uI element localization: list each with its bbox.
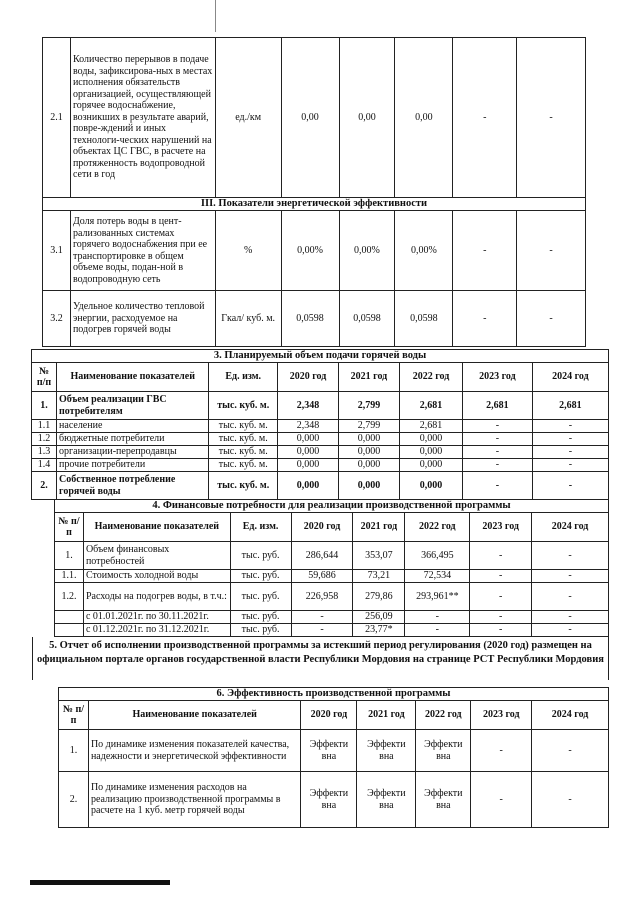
row-unit: тыс. куб. м. xyxy=(209,446,278,459)
row-name: Собственное потребление горячей воды xyxy=(57,472,209,500)
unit-cell: % xyxy=(215,211,281,291)
report-note: 5. Отчет об исполнении производственной программы за истекший период регулирования (2020 год) размещен на официальном портале органов государственной власти Республики Мордовия на странице РСТ Республики Мордовия xyxy=(32,637,609,680)
value-2022: - xyxy=(405,611,470,624)
header-2024: 2024 год xyxy=(532,513,609,542)
value-2024: - xyxy=(532,433,608,446)
header-2021: 2021 год xyxy=(353,513,405,542)
row-name: Объем реализации ГВС потребителям xyxy=(57,392,209,420)
row-name: По динамике изменения расходов на реализацию производственной программы в расчете на 1 куб. метр горячей воды xyxy=(88,772,301,828)
value-2023: - xyxy=(463,420,533,433)
header-unit: Ед. изм. xyxy=(230,513,291,542)
value-2020: 2,348 xyxy=(278,392,339,420)
value-2021: 0,000 xyxy=(338,459,399,472)
header-2020: 2020 год xyxy=(291,513,353,542)
header-2024: 2024 год xyxy=(532,701,609,730)
value-2021: Эффекти вна xyxy=(357,772,416,828)
value-2024: - xyxy=(532,624,609,637)
row-name: прочие потребители xyxy=(57,459,209,472)
header-2021: 2021 год xyxy=(338,363,399,392)
value-2023: - xyxy=(453,211,517,291)
header-name: Наименование показателей xyxy=(57,363,209,392)
indicator-name: Количество перерывов в подаче воды, зафиксирова-ных в местах исполнения обязательств организацией, осуществляющей горячее водоснабжение, возникших в результате аварий, повре-ждений и иных технологи-ческих нарушений на объектах ЦС ГВС, в расчете на протяженность водопроводной сети в год xyxy=(70,38,215,198)
value-2024: - xyxy=(517,38,586,198)
header-2023: 2023 год xyxy=(471,701,532,730)
row-number: 1. xyxy=(59,730,89,772)
unit-cell: ед./км xyxy=(215,38,281,198)
value-2024: - xyxy=(532,542,609,570)
header-2023: 2023 год xyxy=(470,513,532,542)
section-title: 6. Эффективность производственной программы xyxy=(59,688,609,701)
row-number: 1. xyxy=(55,542,84,570)
row-number xyxy=(55,624,84,637)
planned-volume-table xyxy=(31,349,609,500)
value-2024: - xyxy=(532,583,609,611)
value-2023: - xyxy=(470,570,532,583)
row-name: с 01.01.2021г. по 30.11.2021г. xyxy=(83,611,230,624)
row-number: 3.1 xyxy=(43,211,71,291)
row-unit: тыс. руб. xyxy=(230,570,291,583)
value-2020: - xyxy=(291,611,353,624)
value-2021: 256,09 xyxy=(353,611,405,624)
row-name: Расходы на подогрев воды, в т.ч.: xyxy=(83,583,230,611)
value-2021: 2,799 xyxy=(338,392,399,420)
header-2020: 2020 год xyxy=(301,701,357,730)
value-2024: - xyxy=(532,472,608,500)
value-2023: - xyxy=(463,433,533,446)
value-2020: 2,348 xyxy=(278,420,339,433)
header-2022: 2022 год xyxy=(405,513,470,542)
value-2022: 0,00 xyxy=(395,38,453,198)
header-2022: 2022 год xyxy=(399,363,462,392)
row-number: 1.3 xyxy=(32,446,57,459)
value-2020: 226,958 xyxy=(291,583,353,611)
value-2024: - xyxy=(517,211,586,291)
value-2020: 0,000 xyxy=(278,446,339,459)
value-2020: 0,000 xyxy=(278,433,339,446)
value-2020: Эффекти вна xyxy=(301,730,357,772)
value-2023: - xyxy=(471,772,532,828)
value-2023: - xyxy=(463,446,533,459)
value-2022: 293,961** xyxy=(405,583,470,611)
value-2024: - xyxy=(532,446,608,459)
value-2024: - xyxy=(517,291,586,347)
unit-cell: Гкал/ куб. м. xyxy=(215,291,281,347)
value-2020: 0,000 xyxy=(278,459,339,472)
row-unit: тыс. куб. м. xyxy=(209,392,278,420)
value-2022: 0,00% xyxy=(395,211,453,291)
value-2021: 73,21 xyxy=(353,570,405,583)
value-2022: 2,681 xyxy=(399,420,462,433)
header-2024: 2024 год xyxy=(532,363,608,392)
value-2022: 0,000 xyxy=(399,433,462,446)
row-number: 1. xyxy=(32,392,57,420)
value-2022: 72,534 xyxy=(405,570,470,583)
value-2021: 0,0598 xyxy=(339,291,395,347)
value-2022: Эффекти вна xyxy=(416,772,471,828)
value-2024: - xyxy=(532,570,609,583)
value-2023: - xyxy=(463,472,533,500)
value-2024: 2,681 xyxy=(532,392,608,420)
value-2023: - xyxy=(471,730,532,772)
row-name: организации-перепродавцы xyxy=(57,446,209,459)
value-2020: 0,0598 xyxy=(281,291,339,347)
section-title: 4. Финансовые потребности для реализации производственной программы xyxy=(55,500,609,513)
section-title: 3. Планируемый объем подачи горячей воды xyxy=(32,350,609,363)
value-2024: - xyxy=(532,611,609,624)
row-number: 2. xyxy=(59,772,89,828)
value-2022: - xyxy=(405,624,470,637)
value-2021: Эффекти вна xyxy=(357,730,416,772)
value-2021: 2,799 xyxy=(338,420,399,433)
row-unit: тыс. руб. xyxy=(230,542,291,570)
row-name: население xyxy=(57,420,209,433)
row-number: 2. xyxy=(32,472,57,500)
row-number: 1.1 xyxy=(32,420,57,433)
header-2023: 2023 год xyxy=(463,363,533,392)
row-unit: тыс. руб. xyxy=(230,611,291,624)
header-name: Наименование показателей xyxy=(88,701,301,730)
row-name: Стоимость холодной воды xyxy=(83,570,230,583)
value-2022: 366,495 xyxy=(405,542,470,570)
value-2022: 0,000 xyxy=(399,472,462,500)
value-2021: 0,000 xyxy=(338,472,399,500)
indicators-table xyxy=(42,37,586,347)
row-unit: тыс. куб. м. xyxy=(209,459,278,472)
value-2023: - xyxy=(470,611,532,624)
header-num: № п/п xyxy=(32,363,57,392)
row-unit: тыс. куб. м. xyxy=(209,433,278,446)
value-2022: 0,000 xyxy=(399,446,462,459)
header-name: Наименование показателей xyxy=(83,513,230,542)
row-number: 1.1. xyxy=(55,570,84,583)
header-num: № п/п xyxy=(59,701,89,730)
header-2022: 2022 год xyxy=(416,701,471,730)
row-number: 1.2. xyxy=(55,583,84,611)
row-unit: тыс. руб. xyxy=(230,624,291,637)
value-2023: - xyxy=(453,291,517,347)
row-number xyxy=(55,611,84,624)
value-2021: 0,00% xyxy=(339,211,395,291)
row-number: 3.2 xyxy=(43,291,71,347)
value-2021: 23,77* xyxy=(353,624,405,637)
value-2020: 59,686 xyxy=(291,570,353,583)
row-name: с 01.12.2021г. по 31.12.2021г. xyxy=(83,624,230,637)
header-2020: 2020 год xyxy=(278,363,339,392)
indicator-name: Удельное количество тепловой энергии, расходуемое на подогрев горячей воды xyxy=(70,291,215,347)
value-2022: 2,681 xyxy=(399,392,462,420)
value-2020: 286,644 xyxy=(291,542,353,570)
value-2021: 0,000 xyxy=(338,446,399,459)
scan-line xyxy=(215,0,216,32)
row-name: бюджетные потребители xyxy=(57,433,209,446)
efficiency-table xyxy=(58,687,609,828)
header-num: № п/п xyxy=(55,513,84,542)
header-unit: Ед. изм. xyxy=(209,363,278,392)
value-2022: 0,0598 xyxy=(395,291,453,347)
value-2020: 0,00 xyxy=(281,38,339,198)
value-2023: - xyxy=(470,624,532,637)
financial-needs-table xyxy=(54,499,609,637)
section-heading: III. Показатели энергетической эффективности xyxy=(43,198,586,211)
value-2023: - xyxy=(463,459,533,472)
row-unit: тыс. куб. м. xyxy=(209,420,278,433)
row-number: 1.4 xyxy=(32,459,57,472)
value-2021: 279,86 xyxy=(353,583,405,611)
indicator-name: Доля потерь воды в цент-рализованных системах горячего водоснабжения при ее транспортировке в общем объеме воды, подан-ной в водопроводную сеть xyxy=(70,211,215,291)
value-2024: - xyxy=(532,420,608,433)
value-2022: 0,000 xyxy=(399,459,462,472)
value-2024: - xyxy=(532,459,608,472)
value-2024: - xyxy=(532,730,609,772)
value-2023: - xyxy=(470,542,532,570)
row-name: По динамике изменения показателей качества, надежности и энергетической эффективности xyxy=(88,730,301,772)
value-2022: Эффекти вна xyxy=(416,730,471,772)
row-name: Объем финансовых потребностей xyxy=(83,542,230,570)
row-unit: тыс. руб. xyxy=(230,583,291,611)
value-2023: - xyxy=(453,38,517,198)
value-2020: 0,000 xyxy=(278,472,339,500)
value-2021: 0,000 xyxy=(338,433,399,446)
value-2021: 353,07 xyxy=(353,542,405,570)
value-2020: 0,00% xyxy=(281,211,339,291)
row-number: 2.1 xyxy=(43,38,71,198)
value-2023: 2,681 xyxy=(463,392,533,420)
scan-artifact-bar xyxy=(30,880,170,885)
row-unit: тыс. куб. м. xyxy=(209,472,278,500)
row-number: 1.2 xyxy=(32,433,57,446)
value-2020: Эффекти вна xyxy=(301,772,357,828)
value-2023: - xyxy=(470,583,532,611)
value-2021: 0,00 xyxy=(339,38,395,198)
value-2020: - xyxy=(291,624,353,637)
header-2021: 2021 год xyxy=(357,701,416,730)
value-2024: - xyxy=(532,772,609,828)
